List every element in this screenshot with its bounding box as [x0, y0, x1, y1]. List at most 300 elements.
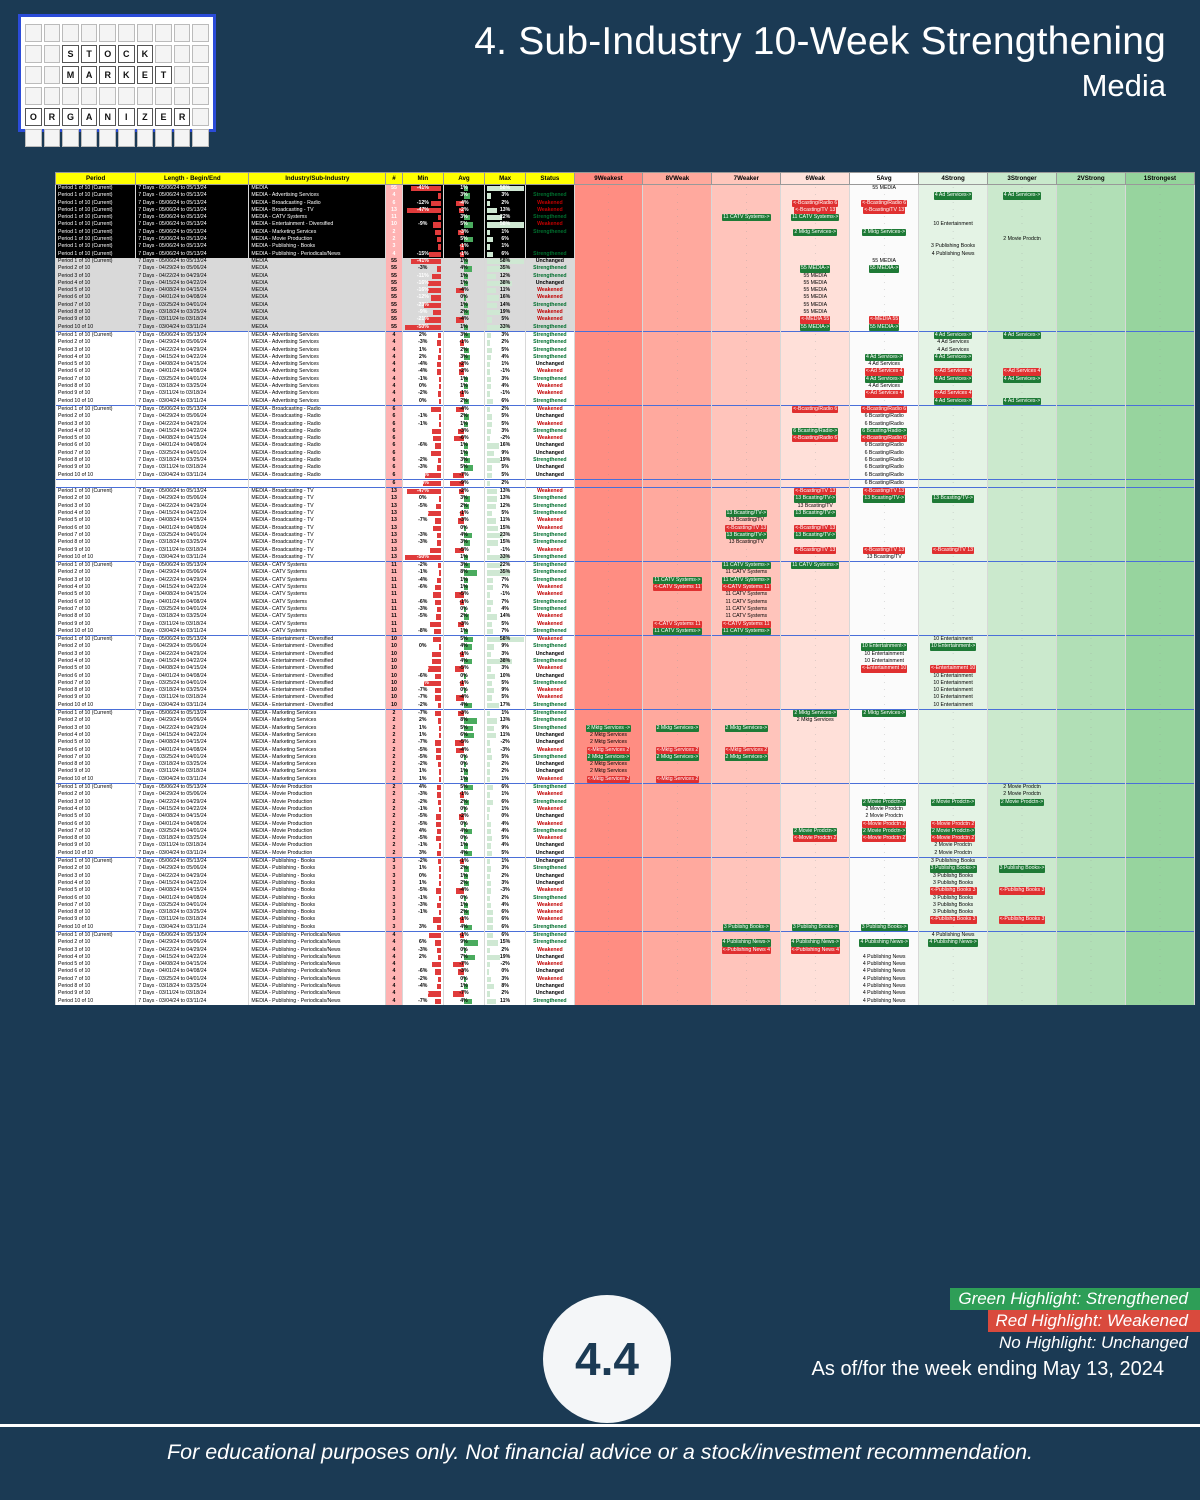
- table-row[interactable]: [56, 842, 1195, 849]
- table-row[interactable]: [56, 717, 1195, 724]
- cell-industry: MEDIA - Marketing Services: [249, 229, 386, 236]
- table-row[interactable]: [56, 976, 1195, 983]
- min-value: -7%: [418, 694, 428, 701]
- cell-rank-7: ·: [988, 673, 1057, 680]
- table-row[interactable]: [56, 532, 1195, 539]
- cell-rank-8: ·: [1056, 442, 1125, 449]
- table-row[interactable]: [56, 761, 1195, 768]
- cell-max: [485, 479, 526, 487]
- min-value: -2%: [418, 562, 428, 569]
- table-row[interactable]: [56, 472, 1195, 480]
- cell-rank-5: ·: [850, 599, 919, 606]
- logo-cell: [62, 87, 79, 105]
- table-row[interactable]: [56, 584, 1195, 591]
- table-row[interactable]: [56, 347, 1195, 354]
- table-row[interactable]: [56, 613, 1195, 620]
- cell-count: 2: [386, 799, 402, 806]
- table-row[interactable]: [56, 243, 1195, 250]
- cell-count: 10: [386, 636, 402, 644]
- cell-rank-2: [643, 584, 712, 591]
- cell-length: 7 Days - 03/11/24 to 03/18/24: [136, 390, 249, 397]
- cell-industry: MEDIA - Broadcasting - TV: [249, 207, 386, 214]
- cell-length: 7 Days - 04/08/24 to 04/15/24: [136, 813, 249, 820]
- table-row[interactable]: [56, 479, 1195, 487]
- table-row[interactable]: [56, 273, 1195, 280]
- table-row[interactable]: [56, 680, 1195, 687]
- col-header-max: Max: [485, 173, 526, 185]
- cell-avg: [443, 339, 484, 346]
- table-row[interactable]: [56, 968, 1195, 975]
- min-bar: [435, 940, 441, 945]
- cell-rank-2: ·: [643, 495, 712, 502]
- table-row[interactable]: [56, 725, 1195, 732]
- cell-rank-3: ·: [712, 643, 781, 650]
- cell-rank-4: [781, 488, 850, 496]
- min-value: -50%: [416, 553, 429, 560]
- cell-rank-3: ·: [712, 457, 781, 464]
- cell-rank-1: ·: [574, 813, 643, 820]
- table-row[interactable]: [56, 931, 1195, 939]
- cell-rank-9: ·: [1125, 850, 1194, 858]
- table-row[interactable]: [56, 294, 1195, 301]
- table-row[interactable]: [56, 376, 1195, 383]
- cell-rank-1: ·: [574, 658, 643, 665]
- min-value: -11%: [416, 650, 429, 657]
- rank-tag: <-Publishing News 4: [722, 946, 771, 953]
- table-row[interactable]: [56, 324, 1195, 332]
- cell-min: [402, 287, 443, 294]
- rank-tag: 11 CATV Systems: [725, 613, 768, 620]
- cell-rank-3: ·: [712, 842, 781, 849]
- cell-rank-2: ·: [643, 450, 712, 457]
- cell-status: Weakened: [526, 694, 574, 701]
- table-row[interactable]: [56, 998, 1195, 1005]
- rank-tag: 2 Movie Prodctn: [1003, 784, 1041, 791]
- cell-rank-7: ·: [988, 562, 1057, 570]
- cell-rank-6: [919, 376, 988, 383]
- max-bar: [487, 333, 491, 338]
- cell-length: 7 Days - 03/18/24 to 03/25/24: [136, 457, 249, 464]
- table-row[interactable]: [56, 694, 1195, 701]
- table-row[interactable]: [56, 651, 1195, 658]
- avg-value: 1%: [460, 185, 468, 191]
- table-row[interactable]: [56, 525, 1195, 532]
- cell-min: [402, 931, 443, 939]
- cell-min: [402, 251, 443, 258]
- cell-rank-6: [919, 702, 988, 710]
- cell-rank-9: ·: [1125, 694, 1194, 701]
- cell-avg: [443, 710, 484, 718]
- cell-max: [485, 532, 526, 539]
- cell-industry: MEDIA - Publishing - Periodicals/News: [249, 961, 386, 968]
- cell-status: Strengthened: [526, 599, 574, 606]
- cell-length: 7 Days - 04/08/24 to 04/15/24: [136, 287, 249, 294]
- table-row[interactable]: [56, 902, 1195, 909]
- cell-avg: [443, 776, 484, 784]
- avg-value: 0%: [460, 975, 468, 982]
- table-row[interactable]: [56, 354, 1195, 361]
- avg-value: 3%: [460, 539, 468, 546]
- cell-min: [402, 599, 443, 606]
- table-row[interactable]: [56, 858, 1195, 866]
- cell-rank-9: ·: [1125, 405, 1194, 413]
- table-row[interactable]: [56, 569, 1195, 576]
- table-row[interactable]: [56, 850, 1195, 858]
- table-row[interactable]: [56, 457, 1195, 464]
- table-row[interactable]: [56, 873, 1195, 880]
- cell-period: Period 5 of 10: [56, 813, 136, 820]
- cell-rank-1: ·: [574, 229, 643, 236]
- max-bar: [487, 962, 490, 967]
- avg-value: -2%: [459, 368, 469, 375]
- table-row[interactable]: [56, 405, 1195, 413]
- avg-value: -1%: [459, 858, 469, 865]
- cell-rank-7: ·: [988, 665, 1057, 672]
- max-value: 7%: [501, 584, 509, 591]
- max-bar: [487, 652, 491, 657]
- cell-rank-5: [850, 405, 919, 413]
- table-row[interactable]: [56, 791, 1195, 798]
- rank-tag: 10 Entertainment: [864, 658, 904, 664]
- table-row[interactable]: [56, 280, 1195, 287]
- table-row[interactable]: [56, 251, 1195, 258]
- cell-rank-8: ·: [1056, 821, 1125, 828]
- cell-length: 7 Days - 04/15/24 to 04/22/24: [136, 954, 249, 961]
- cell-rank-8: ·: [1056, 584, 1125, 591]
- cell-count: 6: [386, 457, 402, 464]
- table-row[interactable]: [56, 747, 1195, 754]
- cell-industry: MEDIA - Entertainment - Diversified: [249, 221, 386, 228]
- cell-min: [402, 842, 443, 849]
- table-row[interactable]: [56, 939, 1195, 946]
- table-row[interactable]: [56, 302, 1195, 309]
- cell-rank-3: ·: [712, 464, 781, 471]
- cell-rank-6: [919, 331, 988, 339]
- cell-count: 6: [386, 472, 402, 480]
- cell-rank-1: ·: [574, 961, 643, 968]
- logo-row-market: [25, 66, 209, 84]
- cell-rank-1: ·: [574, 931, 643, 939]
- cell-period: Period 5 of 10: [56, 591, 136, 598]
- rank-tag: 4 Ad Services: [868, 383, 901, 390]
- cell-rank-8: ·: [1056, 390, 1125, 397]
- cell-rank-2: ·: [643, 887, 712, 894]
- cell-rank-7: ·: [988, 954, 1057, 961]
- cell-rank-2: [643, 628, 712, 636]
- max-bar: [487, 244, 490, 249]
- rank-tag: <-Movie Prodctn 2: [794, 835, 837, 842]
- table-row[interactable]: [56, 464, 1195, 471]
- min-value: -5%: [418, 613, 428, 620]
- max-value: 1%: [501, 775, 509, 782]
- cell-min: [402, 680, 443, 687]
- table-row[interactable]: [56, 990, 1195, 997]
- cell-rank-6: ·: [919, 280, 988, 287]
- max-value: 4%: [501, 353, 509, 360]
- max-value: 13%: [499, 495, 511, 502]
- table-row[interactable]: [56, 554, 1195, 562]
- rank-tag: <-Entertainment 10: [930, 665, 976, 672]
- cell-rank-2: ·: [643, 464, 712, 471]
- cell-rank-4: [781, 229, 850, 236]
- table-row[interactable]: [56, 562, 1195, 570]
- table-row[interactable]: [56, 591, 1195, 598]
- cell-rank-7: ·: [988, 428, 1057, 435]
- cell-length: 7 Days - 04/08/24 to 04/15/24: [136, 961, 249, 968]
- cell-max: [485, 850, 526, 858]
- table-row[interactable]: [56, 658, 1195, 665]
- cell-rank-6: ·: [919, 316, 988, 323]
- cell-industry: MEDIA: [249, 324, 386, 332]
- cell-rank-2: ·: [643, 968, 712, 975]
- table-row[interactable]: [56, 236, 1195, 243]
- cell-period: Period 1 of 10 (Current): [56, 207, 136, 214]
- cell-rank-8: ·: [1056, 887, 1125, 894]
- table-row[interactable]: [56, 214, 1195, 221]
- cell-avg: [443, 636, 484, 644]
- cell-rank-6: [919, 939, 988, 946]
- table-row[interactable]: [56, 636, 1195, 644]
- table-row[interactable]: [56, 221, 1195, 228]
- table-row[interactable]: [56, 710, 1195, 718]
- cell-avg: [443, 510, 484, 517]
- cell-industry: MEDIA - Publishing - Books: [249, 902, 386, 909]
- table-row[interactable]: [56, 185, 1195, 193]
- table-row[interactable]: [56, 316, 1195, 323]
- table-row[interactable]: [56, 784, 1195, 792]
- table-row[interactable]: [56, 390, 1195, 397]
- cell-rank-7: ·: [988, 584, 1057, 591]
- min-value: 2%: [419, 953, 427, 960]
- cell-rank-5: [850, 939, 919, 946]
- cell-max: [485, 895, 526, 902]
- table-row[interactable]: [56, 599, 1195, 606]
- avg-value: -2%: [459, 361, 469, 368]
- min-bar: [439, 866, 441, 871]
- rank-tag: 13 Bcasting/TV->: [933, 495, 973, 502]
- table-row[interactable]: [56, 265, 1195, 272]
- table-row[interactable]: [56, 495, 1195, 502]
- cell-rank-8: ·: [1056, 347, 1125, 354]
- cell-min: [402, 754, 443, 761]
- table-row[interactable]: [56, 739, 1195, 746]
- table-row[interactable]: [56, 488, 1195, 496]
- table-row[interactable]: [56, 435, 1195, 442]
- table-row[interactable]: [56, 673, 1195, 680]
- table-row[interactable]: [56, 621, 1195, 628]
- min-value: -8%: [418, 627, 428, 634]
- cell-rank-7: ·: [988, 813, 1057, 820]
- table-row[interactable]: [56, 606, 1195, 613]
- table-row[interactable]: [56, 258, 1195, 265]
- table-row[interactable]: [56, 428, 1195, 435]
- cell-length: 7 Days - 05/06/24 to 05/13/24: [136, 858, 249, 866]
- avg-value: -4%: [459, 199, 469, 206]
- table-row[interactable]: [56, 813, 1195, 820]
- cell-rank-6: [919, 251, 988, 258]
- cell-rank-4: ·: [781, 613, 850, 620]
- cell-rank-2: ·: [643, 214, 712, 221]
- max-bar: [487, 578, 493, 583]
- table-row[interactable]: [56, 331, 1195, 339]
- table-row[interactable]: [56, 665, 1195, 672]
- min-value: 4%: [419, 784, 427, 791]
- max-value: -2%: [500, 961, 510, 968]
- col-header-1strongest: 1Strongest: [1125, 173, 1194, 185]
- cell-rank-4: ·: [781, 858, 850, 866]
- max-value: 7%: [501, 627, 509, 634]
- cell-rank-3: ·: [712, 806, 781, 813]
- table-row[interactable]: [56, 200, 1195, 207]
- table-row[interactable]: [56, 207, 1195, 214]
- table-row[interactable]: [56, 383, 1195, 390]
- cell-rank-5: [850, 806, 919, 813]
- cell-rank-1: [574, 768, 643, 775]
- cell-industry: MEDIA - Entertainment - Diversified: [249, 658, 386, 665]
- cell-rank-3: ·: [712, 673, 781, 680]
- cell-rank-2: ·: [643, 324, 712, 332]
- cell-max: [485, 413, 526, 420]
- cell-period: Period 4 of 10: [56, 880, 136, 887]
- table-row[interactable]: [56, 368, 1195, 375]
- cell-max: [485, 976, 526, 983]
- table-row[interactable]: [56, 539, 1195, 546]
- table-row[interactable]: [56, 799, 1195, 806]
- cell-max: [485, 207, 526, 214]
- cell-rank-7: ·: [988, 880, 1057, 887]
- table-row[interactable]: [56, 880, 1195, 887]
- table-row[interactable]: [56, 229, 1195, 236]
- cell-length: 7 Days - 04/22/24 to 04/29/24: [136, 651, 249, 658]
- logo-cell: R: [44, 108, 61, 126]
- table-row[interactable]: [56, 702, 1195, 710]
- cell-rank-6: [919, 673, 988, 680]
- table-row[interactable]: [56, 916, 1195, 923]
- cell-rank-2: ·: [643, 413, 712, 420]
- table-row[interactable]: [56, 421, 1195, 428]
- cell-industry: MEDIA: [249, 294, 386, 301]
- cell-status: Strengthened: [526, 865, 574, 872]
- cell-industry: MEDIA - CATV Systems: [249, 562, 386, 570]
- cell-rank-7: [988, 368, 1057, 375]
- cell-max: [485, 510, 526, 517]
- table-row[interactable]: [56, 339, 1195, 346]
- table-row[interactable]: [56, 309, 1195, 316]
- table-row[interactable]: [56, 828, 1195, 835]
- cell-rank-7: ·: [988, 842, 1057, 849]
- table-row[interactable]: [56, 895, 1195, 902]
- table-row[interactable]: [56, 643, 1195, 650]
- table-row[interactable]: [56, 442, 1195, 449]
- cell-rank-5: ·: [850, 895, 919, 902]
- table-row[interactable]: [56, 287, 1195, 294]
- max-bar: [487, 310, 500, 315]
- table-row[interactable]: [56, 687, 1195, 694]
- cell-rank-7: ·: [988, 909, 1057, 916]
- table-row[interactable]: [56, 547, 1195, 554]
- cell-length: 7 Days - 04/15/24 to 04/22/24: [136, 880, 249, 887]
- table-row[interactable]: [56, 361, 1195, 368]
- min-bar: [433, 436, 441, 441]
- cell-rank-4: ·: [781, 643, 850, 650]
- table-row[interactable]: [56, 450, 1195, 457]
- table-row[interactable]: [56, 806, 1195, 813]
- table-row[interactable]: [56, 983, 1195, 990]
- cell-rank-5: ·: [850, 768, 919, 775]
- min-bar: [439, 644, 441, 649]
- table-row[interactable]: [56, 628, 1195, 636]
- cell-avg: [443, 791, 484, 798]
- cell-max: [485, 236, 526, 243]
- table-row[interactable]: [56, 865, 1195, 872]
- cell-rank-9: ·: [1125, 361, 1194, 368]
- cell-rank-7: ·: [988, 287, 1057, 294]
- table-row[interactable]: [56, 510, 1195, 517]
- table-row[interactable]: [56, 776, 1195, 784]
- cell-rank-7: ·: [988, 983, 1057, 990]
- table-row[interactable]: [56, 192, 1195, 199]
- cell-rank-2: ·: [643, 976, 712, 983]
- table-row[interactable]: [56, 577, 1195, 584]
- max-bar: [487, 748, 491, 753]
- cell-count: 11: [386, 613, 402, 620]
- cell-rank-7: ·: [988, 294, 1057, 301]
- cell-rank-1: ·: [574, 539, 643, 546]
- rank-tag: 55 MEDIA: [803, 272, 828, 279]
- table-row[interactable]: [56, 768, 1195, 775]
- max-bar: [487, 991, 490, 996]
- table-row[interactable]: [56, 947, 1195, 954]
- rank-tag: 10 Entertainment: [933, 679, 973, 686]
- table-row[interactable]: [56, 961, 1195, 968]
- table-row[interactable]: [56, 924, 1195, 932]
- table-row[interactable]: [56, 835, 1195, 842]
- min-bar: [438, 718, 441, 723]
- cell-status: Strengthened: [526, 998, 574, 1005]
- table-row[interactable]: [56, 821, 1195, 828]
- cell-max: [485, 902, 526, 909]
- table-row[interactable]: [56, 517, 1195, 524]
- table-row[interactable]: [56, 887, 1195, 894]
- max-bar: [487, 733, 496, 738]
- cell-industry: MEDIA - Entertainment - Diversified: [249, 651, 386, 658]
- cell-count: 4: [386, 331, 402, 339]
- cell-length: 7 Days - 04/01/24 to 04/08/24: [136, 442, 249, 449]
- cell-rank-9: ·: [1125, 747, 1194, 754]
- cell-period: Period 3 of 10: [56, 651, 136, 658]
- table-row[interactable]: [56, 909, 1195, 916]
- table-row[interactable]: [56, 954, 1195, 961]
- table-row[interactable]: [56, 732, 1195, 739]
- rank-tag: 2 Movie Prodctn: [1003, 236, 1041, 243]
- cell-rank-1: ·: [574, 302, 643, 309]
- table-row[interactable]: [56, 413, 1195, 420]
- table-row[interactable]: [56, 503, 1195, 510]
- cell-min: [402, 273, 443, 280]
- min-bar: [438, 800, 441, 805]
- table-row[interactable]: [56, 398, 1195, 406]
- table-row[interactable]: [56, 754, 1195, 761]
- logo-cell: [44, 45, 61, 63]
- cell-length: 7 Days - 05/06/24 to 05/13/24: [136, 200, 249, 207]
- cell-count: 13: [386, 532, 402, 539]
- cell-rank-7: ·: [988, 251, 1057, 258]
- cell-length: 7 Days - 03/11/24 to 03/18/24: [136, 990, 249, 997]
- min-bar: [436, 888, 441, 893]
- cell-rank-3: ·: [712, 547, 781, 554]
- cell-count: 10: [386, 673, 402, 680]
- rank-tag: 2 Movie Prodctn: [865, 805, 903, 812]
